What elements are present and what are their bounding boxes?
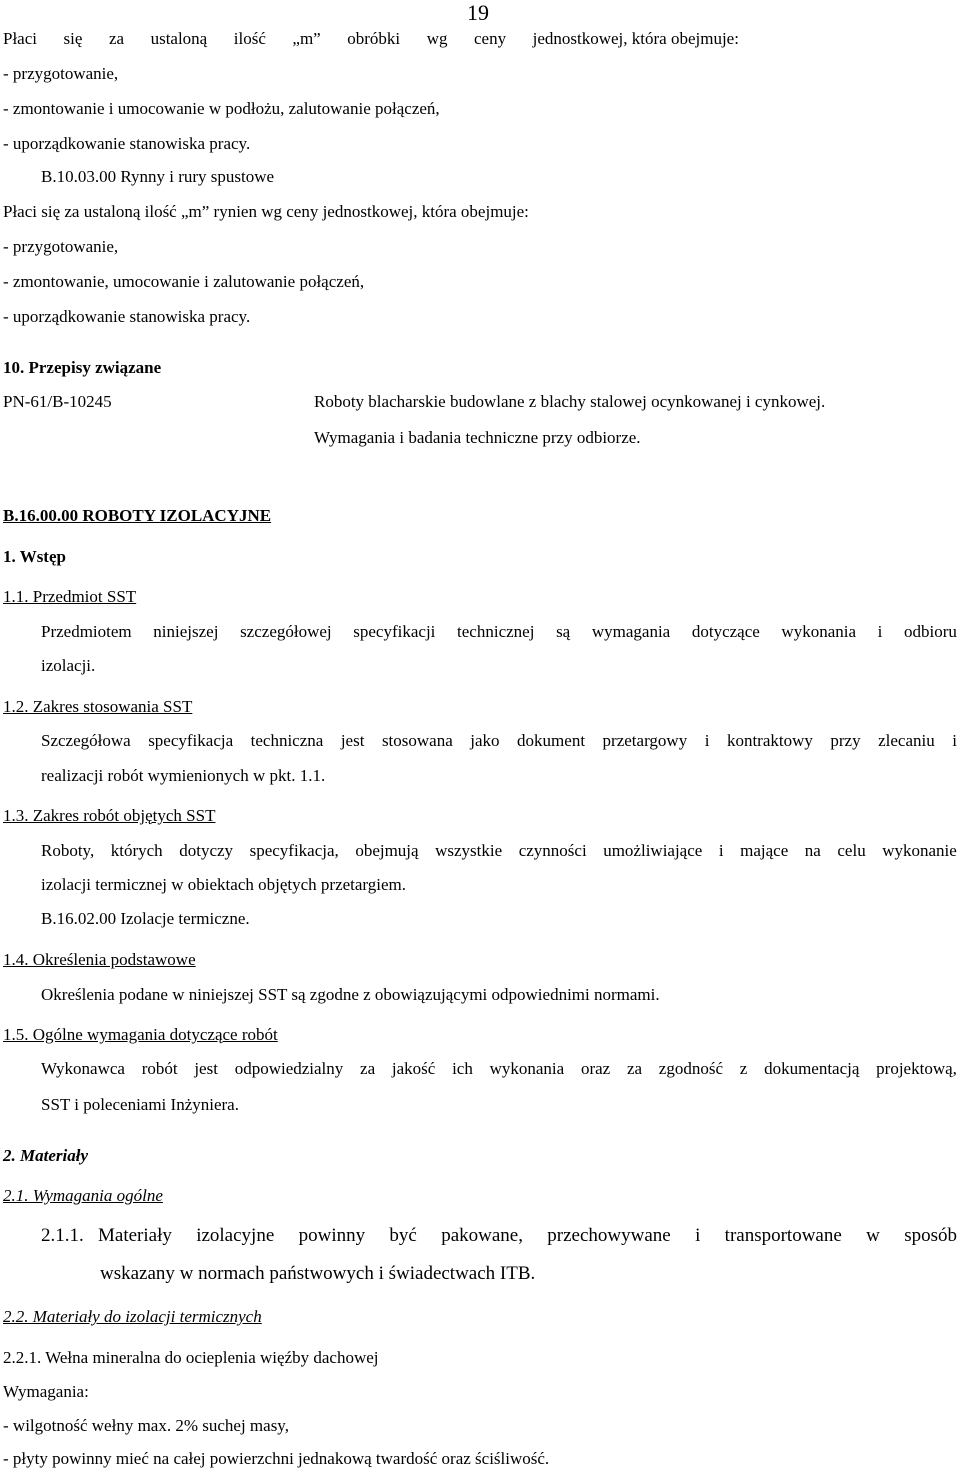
word: projektową,: [876, 1059, 957, 1078]
word: i: [695, 1225, 701, 1246]
word: wg: [426, 29, 448, 48]
word: ceny: [474, 29, 507, 48]
paragraph-line: 2.2.1. Wełna mineralna do ocieplenia więźby dachowej: [3, 1348, 379, 1367]
paragraph-line: Określenia podane w niniejszej SST są zgodne z obowiązującymi odpowiednimi normami.: [41, 985, 660, 1004]
word: pakowane,: [441, 1225, 523, 1246]
word: są: [556, 622, 571, 641]
page-number: 19: [467, 0, 489, 25]
list-item: - płyty powinny mieć na całej powierzchni jednakową twardość oraz ściśliwość.: [3, 1449, 550, 1468]
word: przechowywane: [547, 1225, 671, 1246]
word: dokument: [517, 731, 586, 750]
section-heading: 1. Wstęp: [3, 547, 66, 566]
word: na: [804, 841, 821, 860]
paragraph-line: [41, 622, 957, 642]
paragraph-line: B.16.02.00 Izolacje termiczne.: [41, 909, 250, 928]
word: dokumentacją: [764, 1059, 860, 1078]
word: jest: [340, 731, 365, 750]
paragraph-line: izolacji termicznej w obiektach objętych przetargiem.: [41, 875, 407, 894]
word: przetargowy: [602, 731, 688, 750]
word: Szczegółowa: [41, 731, 131, 750]
word: jakość: [391, 1059, 436, 1078]
word: jako: [470, 731, 500, 750]
word: dotyczące: [691, 622, 760, 641]
word: specyfikacji: [353, 622, 436, 641]
word: dotyczy: [179, 841, 234, 860]
list-item: - wilgotność wełny max. 2% suchej masy,: [3, 1416, 289, 1435]
word: za: [360, 1059, 376, 1078]
subsection-heading: 2.2. Materiały do izolacji termicznych: [3, 1307, 262, 1326]
word: celu: [837, 841, 866, 860]
subsection-heading: 1.2. Zakres stosowania SST: [3, 697, 193, 716]
word: wymagania: [591, 622, 671, 641]
word: wykonania: [781, 622, 857, 641]
paragraph-line: realizacji robót wymienionych w pkt. 1.1.: [41, 766, 326, 785]
word: robót: [141, 1059, 178, 1078]
word: szczegółowej: [240, 622, 332, 641]
subsection-heading: 1.3. Zakres robót objętych SST: [3, 806, 216, 825]
list-item: - zmontowanie i umocowanie w podłożu, zalutowanie połączeń,: [3, 99, 440, 118]
word: i: [704, 731, 710, 750]
word: z: [739, 1059, 748, 1078]
word: zlecaniu: [878, 731, 935, 750]
word: obróbki: [347, 29, 401, 48]
word: i: [877, 622, 883, 641]
list-item: - przygotowanie,: [3, 64, 119, 83]
word: jednostkowej, która obejmuje:: [532, 29, 739, 48]
paragraph-line: wskazany w normach państwowych i świadectwach ITB.: [100, 1263, 536, 1284]
word: Płaci: [3, 29, 37, 48]
word: przy: [830, 731, 861, 750]
word: czynności: [518, 841, 587, 860]
word: kontraktowy: [726, 731, 813, 750]
paragraph-line: [41, 1059, 957, 1079]
subsection-heading: 1.5. Ogólne wymagania dotyczące robót: [3, 1025, 278, 1044]
word: wszystkie: [435, 841, 503, 860]
word: umożliwiające: [603, 841, 703, 860]
section-heading: 10. Przepisy związane: [3, 358, 162, 377]
word: transportowane: [724, 1225, 842, 1246]
word: izolacyjne: [196, 1225, 275, 1246]
word: za: [626, 1059, 643, 1078]
norm-title: Roboty blacharskie budowlane z blachy stalowej ocynkowanej i cynkowej.: [314, 392, 826, 411]
paragraph-line: SST i poleceniami Inżyniera.: [41, 1095, 239, 1114]
paragraph-line: [3, 29, 739, 49]
word: „m”: [292, 29, 321, 48]
list-item: - przygotowanie,: [3, 237, 119, 256]
word: i: [952, 731, 957, 750]
word: niniejszej: [153, 622, 219, 641]
word: obejmują: [355, 841, 419, 860]
word: stosowana: [381, 731, 453, 750]
item-number: 2.1.1.: [41, 1225, 84, 1246]
subsection-heading: 1.4. Określenia podstawowe: [3, 950, 196, 969]
word: się: [63, 29, 83, 48]
word: Roboty,: [41, 841, 95, 860]
word: specyfikacja,: [249, 841, 339, 860]
word: Wykonawca: [41, 1059, 125, 1078]
norm-title: Wymagania i badania techniczne przy odbiorze.: [314, 428, 641, 447]
word: w: [866, 1225, 880, 1246]
word: których: [110, 841, 163, 860]
subsection-title: B.10.03.00 Rynny i rury spustowe: [41, 167, 275, 186]
word: specyfikacja: [148, 731, 234, 750]
word: wykonania: [489, 1059, 565, 1078]
paragraph-line: Płaci się za ustaloną ilość „m” rynien wg ceny jednostkowej, która obejmuje:: [3, 202, 529, 221]
word: powinny: [298, 1225, 366, 1246]
word: zgodność: [658, 1059, 724, 1078]
paragraph-line: [41, 731, 957, 751]
list-item: - uporządkowanie stanowiska pracy.: [3, 307, 251, 326]
norm-code: PN-61/B-10245: [3, 392, 112, 411]
word: ich: [452, 1059, 473, 1078]
word: odbioru: [904, 622, 957, 641]
word: i: [718, 841, 724, 860]
list-item: - zmontowanie, umocowanie i zalutowanie połączeń,: [3, 272, 365, 291]
chapter-title: B.16.00.00 ROBOTY IZOLACYJNE: [3, 506, 272, 525]
word: mające: [740, 841, 789, 860]
word: Materiały: [98, 1225, 172, 1246]
paragraph-line: [98, 1225, 957, 1248]
paragraph-line: izolacji.: [41, 656, 96, 675]
word: odpowiedzialny: [234, 1059, 344, 1078]
word: za: [108, 29, 125, 48]
word: ilość: [233, 29, 266, 48]
paragraph-line: Wymagania:: [3, 1382, 89, 1401]
word: być: [389, 1225, 417, 1246]
word: Przedmiotem: [41, 622, 132, 641]
word: sposób: [904, 1225, 957, 1246]
section-heading: 2. Materiały: [3, 1146, 88, 1165]
list-item: - uporządkowanie stanowiska pracy.: [3, 134, 251, 153]
word: jest: [194, 1059, 218, 1078]
word: technicznej: [457, 622, 535, 641]
paragraph-line: [41, 841, 957, 861]
subsection-heading: 2.1. Wymagania ogólne: [3, 1186, 163, 1205]
subsection-heading: 1.1. Przedmiot SST: [3, 587, 137, 606]
word: wykonanie: [882, 841, 957, 860]
word: techniczna: [250, 731, 324, 750]
word: oraz: [580, 1059, 611, 1078]
word: ustaloną: [150, 29, 208, 48]
